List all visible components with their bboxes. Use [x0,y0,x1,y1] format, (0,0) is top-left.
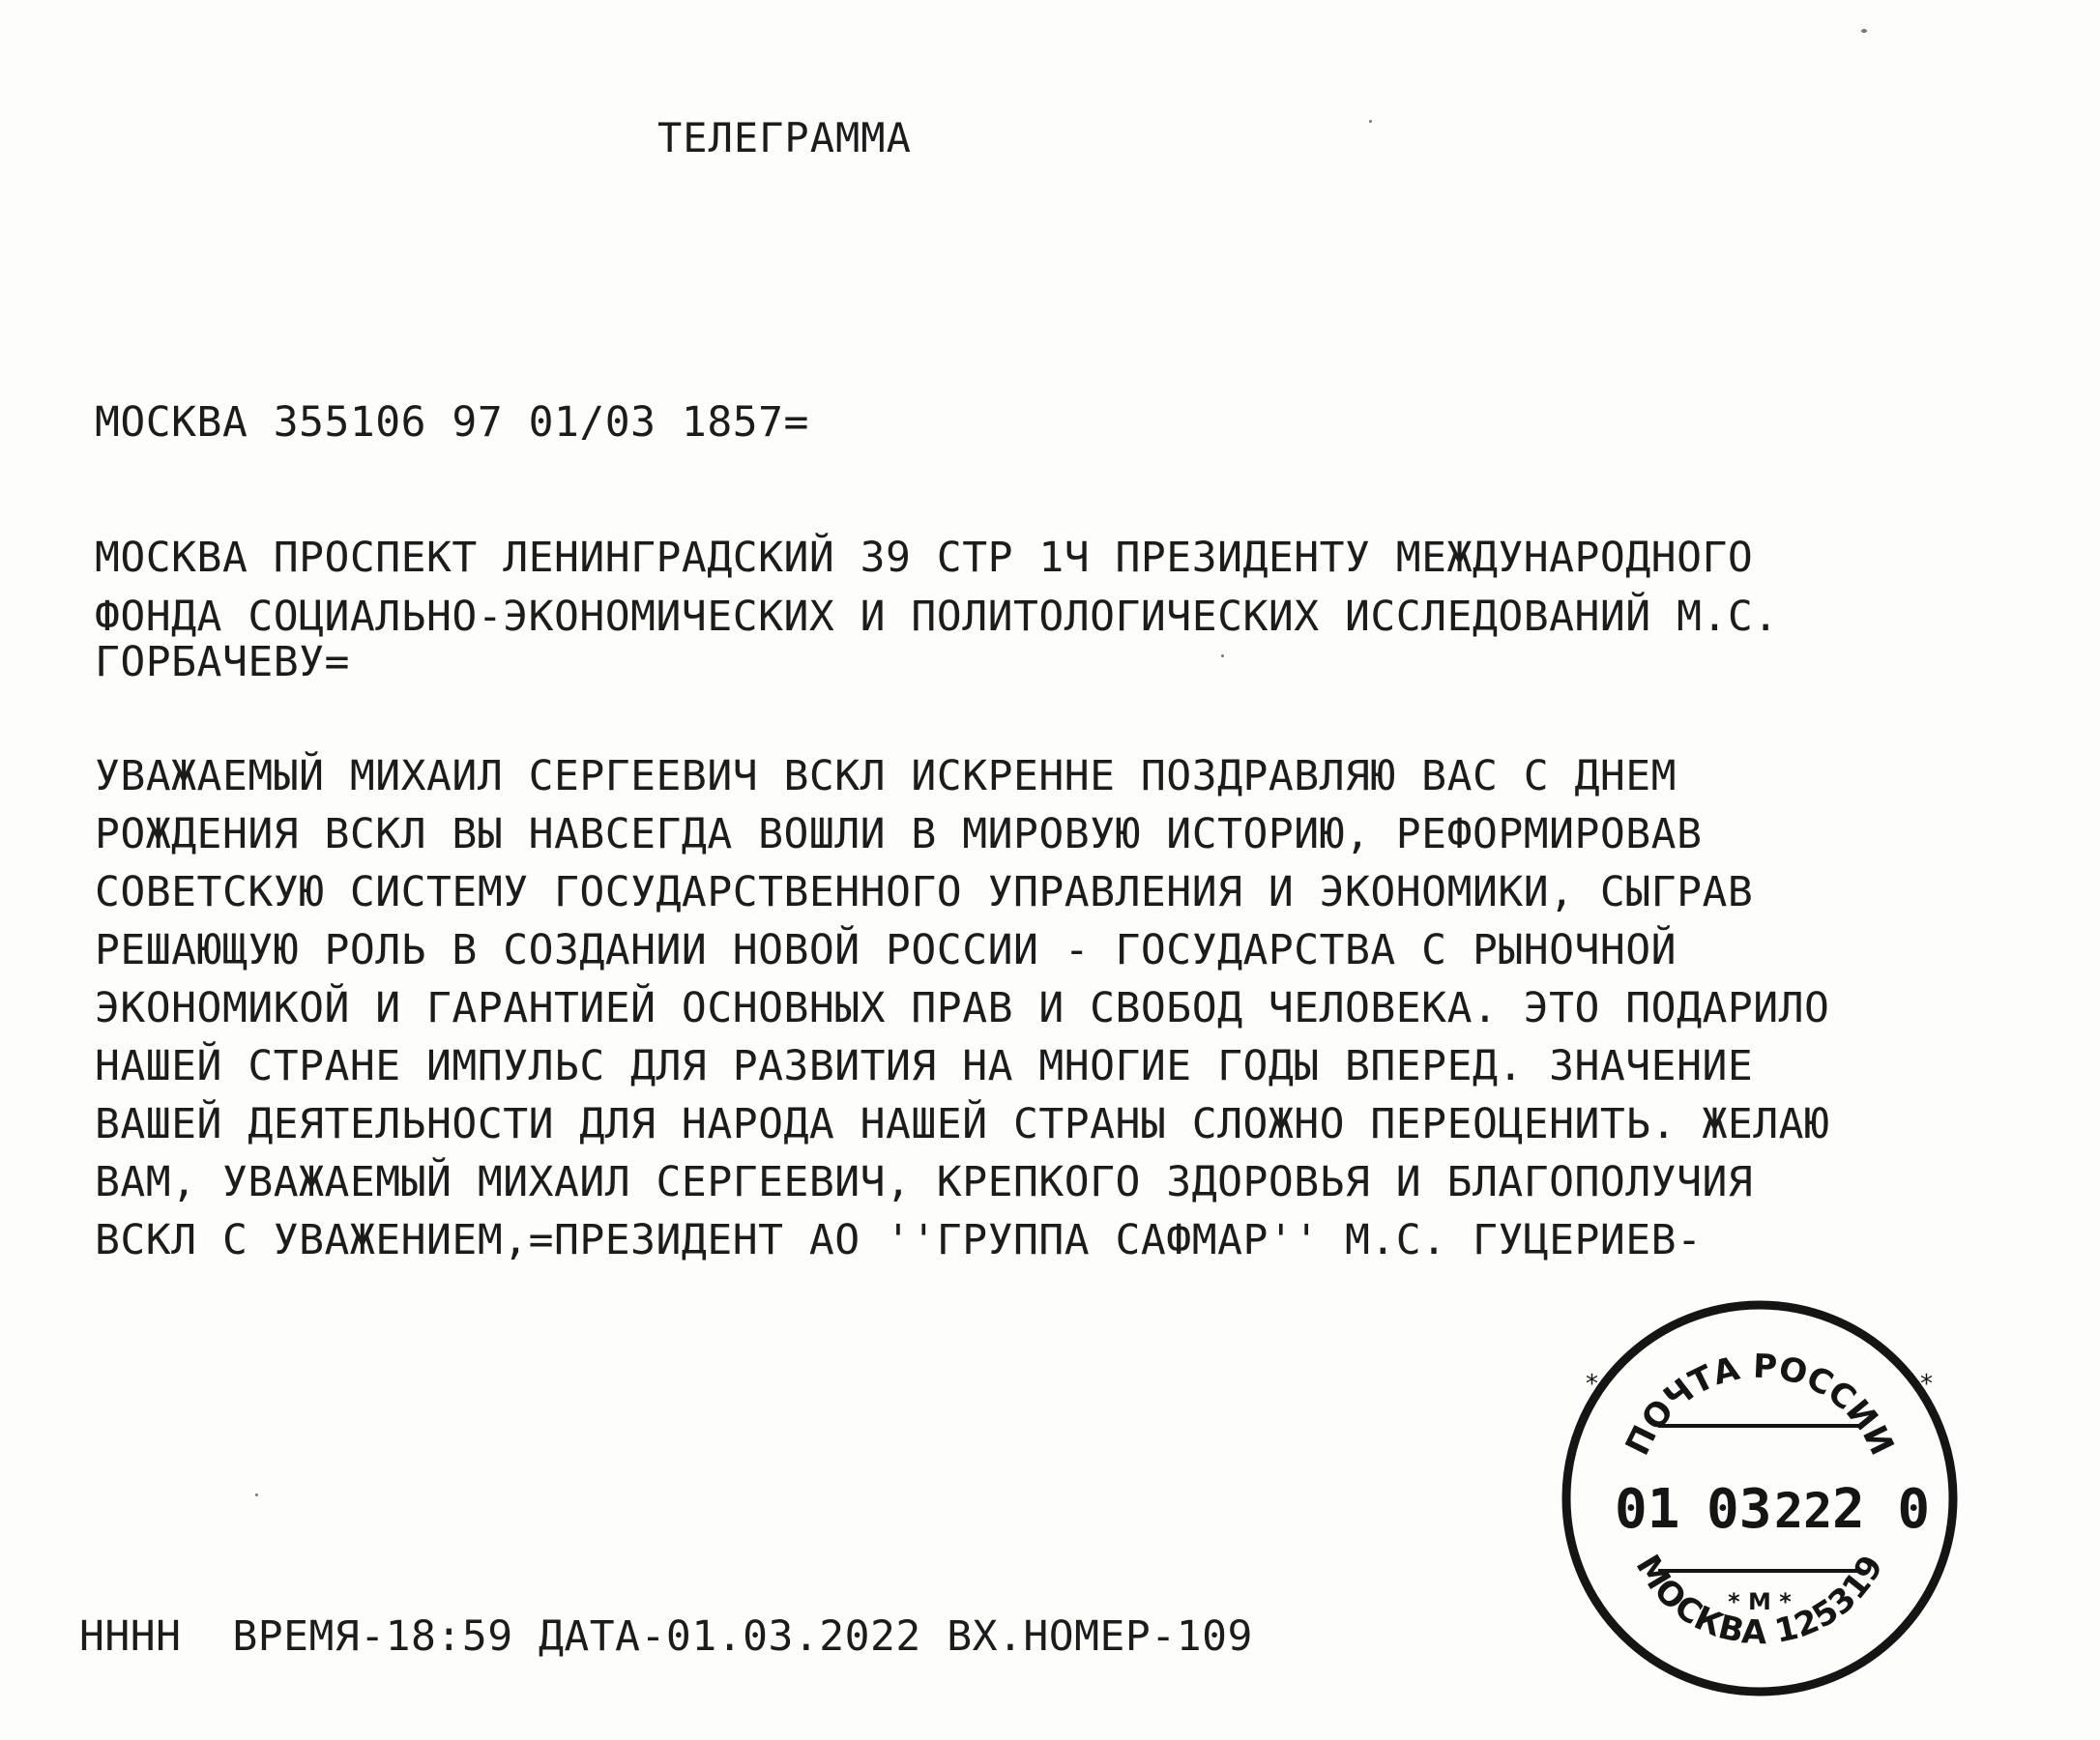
address-line: МОСКВА ПРОСПЕКТ ЛЕНИНГРАДСКИЙ 39 СТР 1Ч ПРЕЗИДЕНТУ МЕЖДУНАРОДНОГО [95,534,1754,582]
body-line: РЕШАЮЩУЮ РОЛЬ В СОЗДАНИИ НОВОЙ РОССИИ - ГОСУДАРСТВА С РЫНОЧНОЙ [95,926,1677,974]
stamp-date-year: 22 [1774,1483,1833,1539]
address-line: ГОРБАЧЕВУ= [95,638,350,686]
body-line: ВАШЕЙ ДЕЯТЕЛЬНОСТИ ДЛЯ НАРОДА НАШЕЙ СТРАНЫ СЛОЖНО ПЕРЕОЦЕНИТЬ. ЖЕЛАЮ [95,1100,1830,1148]
stamp-date-day: 01 [1615,1478,1680,1541]
address-line: ФОНДА СОЦИАЛЬНО-ЭКОНОМИЧЕСКИХ И ПОЛИТОЛОГИЧЕСКИХ ИССЛЕДОВАНИЙ М.С. [95,593,1779,641]
stamp-top-text: ПОЧТА РОССИИ [1618,1347,1902,1462]
stamp-date-month: 03 [1706,1478,1772,1541]
postal-stamp-graphic [1547,1286,1972,1711]
postal-stamp [1547,1286,1972,1711]
receipt-footer: НННН ВРЕМЯ-18:59 ДАТА-01.03.2022 ВХ.НОМЕР-109 [79,1612,1253,1661]
body-line: РОЖДЕНИЯ ВСКЛ ВЫ НАВСЕГДА ВОШЛИ В МИРОВУЮ ИСТОРИЮ, РЕФОРМИРОВАВ [95,810,1703,858]
paper-speck [1221,654,1224,657]
stamp-bottom-text: МОСКВА 125319 [1627,1548,1892,1653]
stamp-date [1615,1478,1930,1541]
stamp-date-extra: 2 0 [1832,1478,1931,1541]
document-title: ТЕЛЕГРАММА [657,114,912,161]
paper-speck [255,1494,258,1496]
body-line: УВАЖАЕМЫЙ МИХАИЛ СЕРГЕЕВИЧ ВСКЛ ИСКРЕННЕ ПОЗДРАВЛЯЮ ВАС С ДНЕМ [95,752,1677,800]
body-line: СОВЕТСКУЮ СИСТЕМУ ГОСУДАРСТВЕННОГО УПРАВЛЕНИЯ И ЭКОНОМИКИ, СЫГРАВ [95,868,1754,916]
body-line: ЭКОНОМИКОЙ И ГАРАНТИЕЙ ОСНОВНЫХ ПРАВ И СВОБОД ЧЕЛОВЕКА. ЭТО ПОДАРИЛО [95,984,1830,1032]
body-line: НАШЕЙ СТРАНЕ ИМПУЛЬС ДЛЯ РАЗВИТИЯ НА МНОГИЕ ГОДЫ ВПЕРЕД. ЗНАЧЕНИЕ [95,1042,1754,1090]
routing-line: МОСКВА 355106 97 01/03 1857= [95,398,809,447]
body-line: ВАМ, УВАЖАЕМЫЙ МИХАИЛ СЕРГЕЕВИЧ, КРЕПКОГО ЗДОРОВЬЯ И БЛАГОПОЛУЧИЯ [95,1158,1754,1206]
stamp-star-right: * [1920,1370,1933,1399]
body-line: ВСКЛ С УВАЖЕНИЕМ,=ПРЕЗИДЕНТ АО ''ГРУППА САФМАР'' М.С. ГУЦЕРИЕВ- [95,1216,1703,1264]
stamp-marker: * М * [1728,1588,1792,1615]
paper-speck [1861,29,1867,33]
paper-speck [1369,120,1372,123]
stamp-star-left: * [1586,1370,1598,1399]
